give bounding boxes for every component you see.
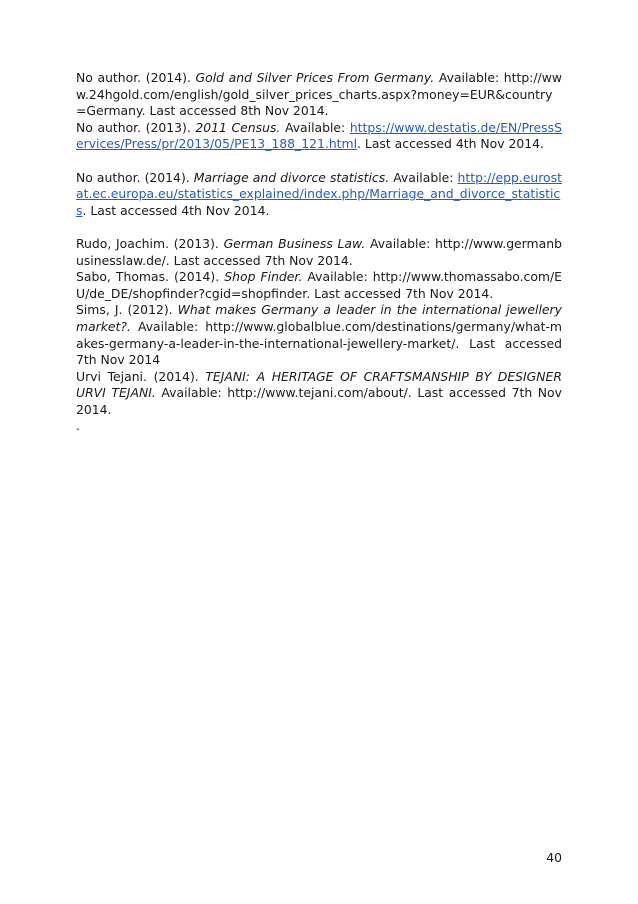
reference-author: Urvi Tejani. — [76, 368, 147, 384]
reference-accessed: . Last accessed 4th Nov 2014. — [82, 202, 270, 218]
reference-title: Marriage and divorce statistics. — [193, 169, 390, 185]
reference-item — [76, 120, 562, 153]
reference-url: http://www.thomassabo.com/EU/de_DE/shopfinder?cgid=shopfinder. — [76, 269, 562, 301]
reference-available-label: Available: — [137, 318, 199, 334]
reference-title: Shop Finder. — [224, 269, 303, 285]
reference-year: (2013). — [145, 119, 191, 135]
reference-item — [76, 70, 562, 120]
reference-item — [76, 369, 562, 419]
reference-available-label: Available: — [438, 70, 500, 85]
reference-link[interactable]: https://www.destatis.de/EN/PressServices/Press/pr/2013/05/PE13_188_121.html — [76, 119, 562, 152]
reference-accessed: Last accessed 7th Nov 2014. — [314, 285, 494, 301]
reference-accessed: Last accessed 7th Nov 2014. — [76, 385, 562, 417]
reference-accessed: Last accessed 7th Nov 2014 — [76, 335, 562, 368]
reference-url: http://www.24hgold.com/english/gold_silver_prices_charts.aspx?money=EUR&country=Germany. — [76, 70, 562, 119]
reference-url: http://www.globalblue.com/destinations/germany/what-makes-germany-a-leader-in-the-international-jewellery-market/. — [76, 318, 562, 351]
reference-link[interactable]: http://epp.eurostat.ec.europa.eu/statistics_explained/index.php/Marriage_and_divorce_statistics — [76, 169, 562, 218]
reference-title: TEJANI: A HERITAGE OF CRAFTSMANSHIP BY DESIGNER URVI TEJANI. — [76, 368, 562, 401]
reference-title: German Business Law. — [223, 235, 366, 251]
trailing-mark: . — [76, 418, 80, 434]
reference-year: (2014). — [145, 70, 191, 85]
reference-year: (2014). — [153, 368, 199, 384]
reference-url: http://www.tejani.com/about/. — [227, 385, 412, 401]
reference-year: (2014). — [174, 269, 220, 285]
reference-author: No author. — [76, 119, 142, 135]
reference-item — [76, 269, 562, 302]
reference-available-label: Available: — [307, 269, 368, 285]
reference-title: Gold and Silver Prices From Germany. — [195, 70, 435, 85]
reference-list — [76, 70, 562, 435]
reference-url: http://www.germanbusinesslaw.de/. — [76, 235, 562, 268]
reference-author: Sims, J. — [76, 302, 123, 318]
reference-available-label: Available: — [393, 169, 454, 185]
reference-year: (2012). — [127, 302, 173, 318]
reference-accessed: Last accessed 8th Nov 2014. — [149, 103, 329, 119]
reference-author: No author. — [76, 70, 142, 85]
reference-available-label: Available: — [370, 235, 431, 251]
reference-title: What makes Germany a leader in the international jewellery market?. — [76, 302, 562, 334]
reference-author: No author. — [76, 169, 141, 185]
reference-item — [76, 302, 562, 368]
reference-author: Sabo, Thomas. — [76, 269, 169, 285]
reference-accessed: Last accessed 7th Nov 2014. — [173, 252, 353, 268]
reference-available-label: Available: — [161, 385, 222, 401]
reference-item — [76, 170, 562, 220]
reference-title: 2011 Census. — [195, 119, 281, 135]
reference-author: Rudo, Joachim. — [76, 235, 169, 251]
reference-item — [76, 236, 562, 269]
page-number: 40 — [546, 850, 562, 865]
reference-year: (2013). — [173, 235, 219, 251]
reference-year: (2014). — [144, 169, 190, 185]
reference-available-label: Available: — [284, 119, 346, 135]
reference-accessed: . Last accessed 4th Nov 2014. — [357, 136, 544, 152]
